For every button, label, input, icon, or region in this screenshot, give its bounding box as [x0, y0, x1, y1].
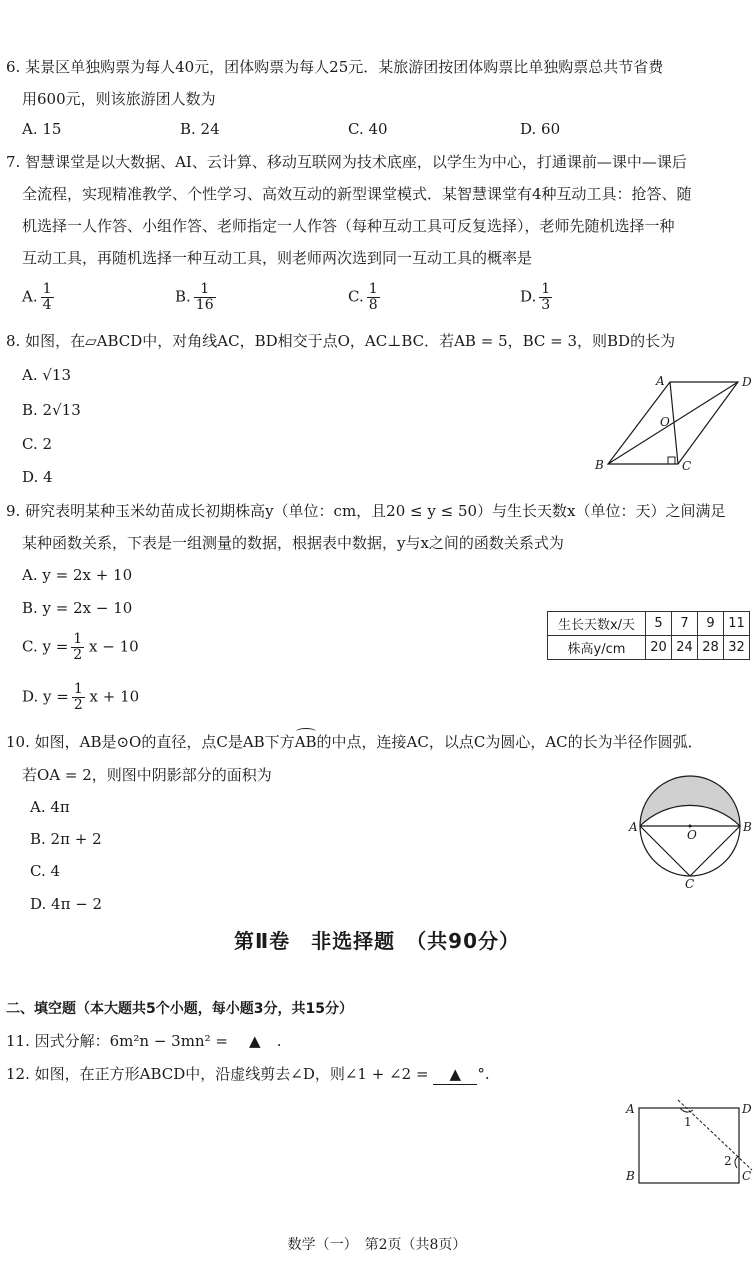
q7-stem-line3: 机选择一人作答、小组作答、老师指定一人作答（每种互动工具可反复选择），老师先随机选择一种 — [22, 217, 675, 235]
q7-stem-line4: 互动工具，再随机选择一种互动工具，则老师两次选到同一互动工具的概率是 — [22, 249, 533, 267]
arc-ab-notation: AB — [294, 733, 317, 751]
q11-stem: 11. 因式分解：6m²n − 3mn² = ▲ . — [6, 1032, 282, 1050]
label-c: C — [685, 877, 695, 891]
label-d: D — [742, 1102, 752, 1116]
q9-stem-line2: 某种函数关系，下表是一组测量的数据，根据表中数据，y与x之间的函数关系式为 — [22, 534, 564, 552]
label-b: B — [626, 1169, 635, 1183]
shaded-region — [640, 776, 740, 826]
q6-option-b: B. 24 — [180, 120, 220, 138]
q12-stem: 12. 如图，在正方形ABCD中，沿虚线剪去∠D，则∠1 + ∠2 = ▲ °. — [6, 1065, 490, 1083]
label-b: B — [595, 458, 604, 472]
q11-answer-blank: ▲ — [248, 1032, 261, 1050]
label-o: O — [687, 828, 697, 842]
angle-2-mark — [735, 1156, 739, 1168]
q8-parallelogram-figure — [590, 370, 754, 475]
table-row — [548, 636, 750, 660]
label-a: A — [629, 820, 638, 834]
table-cell: 11 — [724, 612, 750, 636]
table-cell: 28 — [698, 636, 724, 660]
q10-circle-figure — [625, 770, 754, 890]
q7-stem-line2: 全流程，实现精准教学、个性学习、高效互动的新型课堂模式．某智慧课堂有4种互动工具：抢答、随 — [22, 185, 692, 203]
q8-option-d: D. 4 — [22, 468, 53, 486]
table-cell: 20 — [646, 636, 672, 660]
q7-option-a: A. $\frac{1}{4}$ — [22, 281, 52, 313]
section-ii-title: 第Ⅱ卷 非选择题 （共90分） — [233, 929, 520, 953]
label-d: D — [742, 375, 752, 389]
q8-stem-line1: 8. 如图，在▱ABCD中，对角线AC，BD相交于点O，AC⊥BC．若AB = 5，BC = 3，则BD的长为 — [6, 332, 676, 350]
q6-option-c: C. 40 — [348, 120, 388, 138]
table-cell: 9 — [698, 612, 724, 636]
label-a: A — [656, 374, 665, 388]
label-c: C — [742, 1169, 752, 1183]
table-row — [548, 612, 750, 636]
q10-option-c: C. 4 — [30, 862, 61, 880]
label-a: A — [626, 1102, 635, 1116]
q6-stem-line2: 用600元，则该旅游团人数为 — [22, 90, 216, 108]
table-cell: 7 — [672, 612, 698, 636]
table-row-header: 株高y/cm — [548, 636, 646, 660]
q7-option-b: B. $\frac{1}{16}$ — [175, 281, 214, 313]
q10-option-a: A. 4π — [30, 798, 70, 816]
q8-option-b: B. 2√13 — [22, 401, 81, 419]
label-angle-2: 2 — [724, 1154, 732, 1168]
segment-ac — [640, 826, 690, 876]
q6-option-d: D. 60 — [520, 120, 561, 138]
table-cell: 32 — [724, 636, 750, 660]
q10-option-b: B. 2π + 2 — [30, 830, 102, 848]
cut-line — [678, 1100, 752, 1170]
q12-square-figure — [622, 1098, 752, 1190]
right-angle-mark — [668, 457, 675, 464]
diagonal-bd — [608, 382, 738, 464]
label-o: O — [660, 415, 670, 429]
q10-stem-line1: 10. 如图，AB是⊙O的直径，点C是AB下方AB的中点，连接AC，以点C为圆心，AC的长为半径作圆弧． — [6, 733, 703, 751]
label-b: B — [743, 820, 752, 834]
q6-stem-line1: 6. 某景区单独购票为每人40元，团体购票为每人25元．某旅游团按团体购票比单独购票总共节省费 — [6, 58, 664, 76]
q12-answer-blank: ▲ — [433, 1064, 477, 1085]
table-cell: 5 — [646, 612, 672, 636]
q9-measurement-table — [547, 611, 750, 660]
q9-option-d: D. y = $\frac{1}{2}$ x + 10 — [22, 681, 140, 713]
q8-option-a: A. √13 — [22, 366, 72, 384]
q9-option-c: C. y = $\frac{1}{2}$ x − 10 — [22, 631, 139, 663]
label-c: C — [682, 459, 692, 473]
q7-option-d: D. $\frac{1}{3}$ — [520, 281, 551, 313]
q10-stem-line2: 若OA = 2，则图中阴影部分的面积为 — [22, 766, 272, 784]
q6-option-a: A. 15 — [22, 120, 62, 138]
segment-bc — [690, 826, 740, 876]
q9-option-a: A. y = 2x + 10 — [22, 566, 133, 584]
q7-stem-line1: 7. 智慧课堂是以大数据、AI、云计算、移动互联网为技术底座，以学生为中心，打通课前—课中—课后 — [6, 153, 687, 171]
q10-option-d: D. 4π − 2 — [30, 895, 103, 913]
label-angle-1: 1 — [684, 1115, 692, 1129]
page-footer: 数学（一） 第2页（共8页） — [287, 1237, 467, 1253]
part2-heading: 二、填空题（本大题共5个小题，每小题3分，共15分） — [6, 1001, 353, 1017]
q8-option-c: C. 2 — [22, 435, 53, 453]
table-cell: 24 — [672, 636, 698, 660]
table-row-header: 生长天数x/天 — [548, 612, 646, 636]
q7-option-c: C. $\frac{1}{8}$ — [348, 281, 378, 313]
q9-option-b: B. y = 2x − 10 — [22, 599, 133, 617]
q9-stem-line1: 9. 研究表明某种玉米幼苗成长初期株高y（单位：cm，且20 ≤ y ≤ 50）与生长天数x（单位：天）之间满足 — [6, 502, 726, 520]
